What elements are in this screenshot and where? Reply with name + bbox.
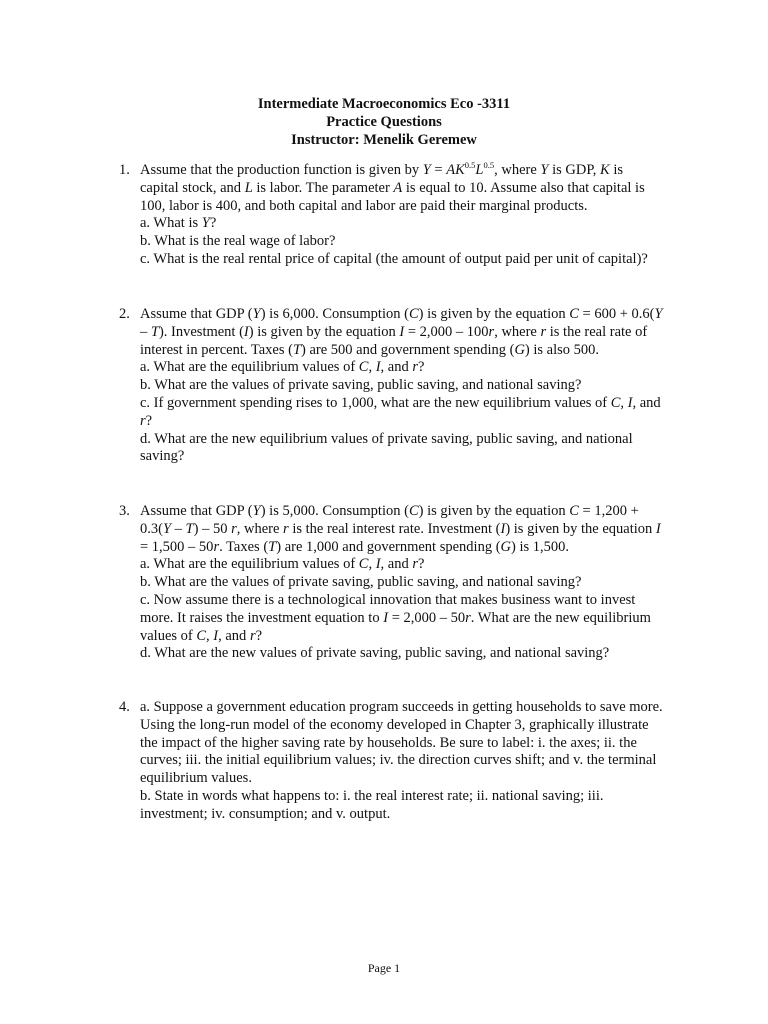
- question-4: [119, 699, 679, 824]
- question-line: equilibrium values.: [140, 770, 252, 787]
- question-line: r?: [140, 412, 153, 429]
- question-number: 3.: [119, 503, 130, 519]
- question-part-c: c. What is the real rental price of capital (the amount of output paid per unit of capital)?: [140, 250, 648, 267]
- course-title: Intermediate Macroeconomics Eco -3311: [257, 96, 511, 112]
- question-line: = 1,500 – 50r. Taxes (T) are 1,000 and government spending (G) is 1,500.: [140, 538, 570, 555]
- question-part-a: a. What are the equilibrium values of C, I, and r?: [140, 556, 425, 573]
- question-body: [140, 503, 679, 663]
- question-part-b: b. What are the values of private saving, public saving, and national saving?: [140, 377, 582, 394]
- question-number: 1.: [119, 162, 130, 178]
- page-number: Page 1: [367, 961, 401, 975]
- question-body: [140, 162, 679, 269]
- question-part-c: c. If government spending rises to 1,000, what are the new equilibrium values of C, I, and: [140, 394, 661, 411]
- question-2: [119, 306, 679, 466]
- question-part-a: a. What are the equilibrium values of C, I, and r?: [140, 359, 425, 376]
- question-line: Assume that the production function is given by $Y = AK^{0.5}L^{0.5}$, where Y is GDP, K is: [140, 160, 624, 178]
- question-line: Assume that GDP (Y) is 6,000. Consumption (C) is given by the equation C = 600 + 0.6(Y: [140, 306, 663, 322]
- question-line: saving?: [140, 448, 185, 465]
- question-body: [140, 699, 679, 824]
- question-line: more. It raises the investment equation to I = 2,000 – 50r. What are the new equilibrium: [140, 609, 651, 626]
- instructor-name: Instructor: Menelik Geremew: [291, 132, 477, 148]
- question-line: capital stock, and L is labor. The parameter A is equal to 10. Assume also that capital is: [140, 179, 645, 196]
- question-1: [119, 162, 679, 269]
- question-line: curves; iii. the initial equilibrium values; iv. the direction curves shift; and v. the terminal: [140, 752, 657, 769]
- question-part-d: d. What are the new equilibrium values of private saving, public saving, and national: [140, 430, 633, 447]
- question-part-b: b. State in words what happens to: i. the real interest rate; ii. national saving; iii.: [140, 787, 604, 804]
- question-line: Using the long-run model of the economy developed in Chapter 3, graphically illustrate: [140, 716, 649, 733]
- question-line: the impact of the higher saving rate by households. Be sure to label: i. the axes; ii. the: [140, 734, 637, 751]
- question-line: values of C, I, and r?: [140, 627, 263, 644]
- question-line: interest in percent. Taxes (T) are 500 and government spending (G) is also 500.: [140, 341, 600, 358]
- document-header: [0, 95, 768, 149]
- document-title: Practice Questions: [326, 114, 442, 130]
- question-3: [119, 503, 679, 663]
- question-part-b: b. What are the values of private saving, public saving, and national saving?: [140, 574, 582, 591]
- question-line: – T). Investment (I) is given by the equation I = 2,000 – 100r, where r is the real rate of: [140, 323, 648, 340]
- question-part-a: a. What is Y?: [140, 215, 217, 232]
- question-line: investment; iv. consumption; and v. output.: [140, 805, 391, 822]
- question-line: Assume that GDP (Y) is 5,000. Consumption (C) is given by the equation C = 1,200 +: [140, 503, 639, 519]
- question-line: 0.3(Y – T) – 50 r, where r is the real interest rate. Investment (I) is given by the equation I: [140, 520, 661, 537]
- question-body: [140, 306, 679, 466]
- question-number: 4.: [119, 699, 130, 715]
- question-part-b: b. What is the real wage of labor?: [140, 233, 336, 250]
- question-part-c: c. Now assume there is a technological innovation that makes business want to invest: [140, 591, 636, 608]
- question-number: 2.: [119, 306, 130, 322]
- question-line: 100, labor is 400, and both capital and labor are paid their marginal products.: [140, 197, 588, 214]
- question-part-d: d. What are the new values of private saving, public saving, and national saving?: [140, 645, 610, 662]
- question-part-a: a. Suppose a government education program succeeds in getting households to save more.: [140, 699, 663, 715]
